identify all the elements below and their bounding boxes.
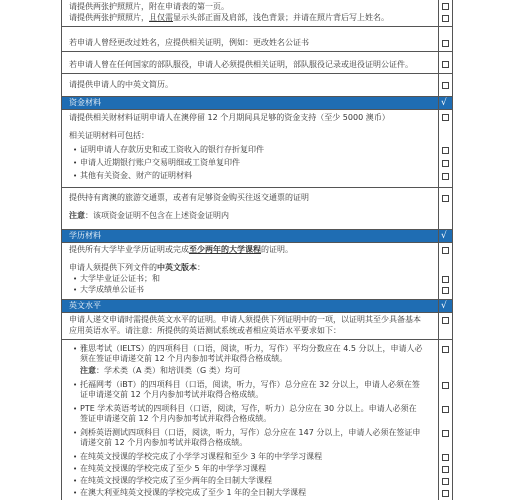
row-text: 若申请人曾经更改过姓名，应提供相关证明，例如：更改姓名公证书 — [69, 38, 309, 47]
checkbox-icon[interactable] — [442, 346, 449, 353]
checkbox-icon[interactable] — [442, 454, 449, 461]
section-header-funds — [62, 97, 452, 110]
section-header-english — [62, 300, 452, 313]
table-row — [62, 27, 452, 52]
table-row — [62, 313, 452, 340]
checkbox-icon[interactable] — [442, 466, 449, 473]
row-text: 应用英语水平。请注意：所提供的英语测试系统或者相应英语水平要求如下： — [69, 326, 341, 335]
checkbox-cell — [438, 52, 452, 73]
bullet-icon: • — [73, 172, 78, 180]
checkbox-icon[interactable] — [442, 173, 449, 180]
row-text: 在澳大利亚纯英文授课的学校完成了至少 1 年的全日制大学课程 — [80, 488, 307, 497]
bullet-icon: • — [73, 489, 78, 497]
checkbox-icon[interactable] — [442, 3, 449, 10]
bullet-icon: • — [73, 345, 78, 353]
row-text: 请提供两张护照照片，且仅需显示头部正面及肩部，浅色背景；并请在照片背后写上姓名。 — [69, 13, 389, 22]
check-cell — [438, 97, 452, 109]
check-cell — [438, 300, 452, 312]
row-text: 大学毕业证公证书；和 — [80, 274, 160, 283]
row-text: 申请人须提供下列文件的中英文版本： — [69, 263, 205, 272]
checkbox-icon[interactable] — [442, 490, 449, 497]
row-text: 证明申请人存款历史和或工资收入的银行存折复印件 — [80, 145, 264, 154]
checkbox-icon[interactable] — [442, 247, 449, 254]
checkbox-icon[interactable] — [442, 160, 449, 167]
checkbox-icon[interactable] — [442, 82, 449, 89]
row-text: 证申请递交前 12 个月内参加考试并取得合格成绩。 — [80, 390, 264, 399]
row-text: 在纯英文授课的学校完成了小学学习课程和至少 3 年的中学学习课程 — [80, 452, 323, 461]
row-text: 雅思考试（IELTS）的四项科目（口语，阅读，听力，写作）平均分数应在 4.5 分以上，申请人必 — [80, 344, 423, 353]
table-row — [62, 188, 452, 230]
bullet-icon: • — [73, 477, 78, 485]
table-row — [62, 0, 452, 27]
checkbox-cell — [438, 188, 452, 229]
checkbox-cell — [438, 340, 452, 500]
row-text: 注意：学术类（A 类）和培训类（G 类）均可 — [80, 366, 241, 375]
table-row — [62, 243, 452, 300]
table-row — [62, 340, 452, 500]
checkbox-icon[interactable] — [442, 114, 449, 121]
checkbox-icon[interactable] — [442, 147, 449, 154]
checkbox-icon[interactable] — [442, 40, 449, 47]
checkbox-icon[interactable] — [442, 317, 449, 324]
table-row — [62, 110, 452, 188]
checkbox-cell — [438, 27, 452, 51]
row-text: 签证申请递交前 12 个月内参加考试并取得合格成绩。 — [80, 414, 272, 423]
row-text: 申请人近期银行账户交易明细或工资单复印件 — [80, 158, 240, 167]
row-text: 申请人递交申请时需提供英文水平的证明。申请人须提供下列证明中的一项，以证明其至少具备基本 — [69, 315, 421, 324]
section-title: 英文水平 — [69, 301, 101, 310]
check-icon: √ — [441, 301, 447, 311]
bullet-icon: • — [73, 159, 78, 167]
row-text: 须在签证申请递交前 12 个月内参加考试并取得合格成绩。 — [80, 354, 288, 363]
section-title: 资金材料 — [69, 98, 101, 107]
checkbox-icon[interactable] — [442, 478, 449, 485]
table-row — [62, 74, 452, 97]
row-text: 请提供相关财材料证明申请人在澳停留 12 个月期间具足够的资金支持（至少 5000 澳币） — [69, 113, 390, 122]
bullet-icon: • — [73, 381, 78, 389]
row-text: 请提供两张护照照片，附在申请表的第一页。 — [69, 2, 229, 11]
checkbox-icon[interactable] — [442, 287, 449, 294]
checkbox-cell — [438, 110, 452, 187]
checkbox-icon[interactable] — [442, 195, 449, 202]
bullet-icon: • — [73, 405, 78, 413]
table-row — [62, 52, 452, 74]
checkbox-cell — [438, 313, 452, 339]
row-text: 在纯英文授课的学校完成了至少两年的全日制大学课程 — [80, 476, 272, 485]
row-text: 若申请人曾在任何国家的部队服役，申请人必须提供相关证明，部队服役记录或退役证明公证件。 — [69, 60, 413, 69]
bullet-icon: • — [73, 429, 78, 437]
row-text: 大学成绩单公证书 — [80, 285, 144, 294]
row-text: 剑桥英语测试四项科目（口语，阅读，听力，写作）总分应在 147 分以上，申请人必须在签证申 — [80, 428, 421, 437]
checklist-table — [61, 0, 453, 500]
section-title: 学历材料 — [69, 231, 101, 240]
checkbox-icon[interactable] — [442, 430, 449, 437]
checkbox-icon[interactable] — [442, 276, 449, 283]
bullet-icon: • — [73, 146, 78, 154]
checkbox-icon[interactable] — [442, 382, 449, 389]
check-cell — [438, 230, 452, 242]
row-text: 在纯英文授课的学校完成了至少 5 年的中学学习课程 — [80, 464, 267, 473]
row-text: 请递交前 12 个月内参加考试并取得合格成绩。 — [80, 438, 248, 447]
bullet-icon: • — [73, 286, 78, 294]
checkbox-cell — [438, 0, 452, 26]
row-text: 注意：该项资金证明不包含在上述资金证明内 — [69, 211, 229, 220]
checkbox-icon[interactable] — [442, 61, 449, 68]
row-text: 提供持有离澳的旅游交通票，或者有足够资金购买往返交通票的证明 — [69, 193, 309, 202]
bullet-icon: • — [73, 275, 78, 283]
check-icon: √ — [441, 98, 447, 108]
row-text: PTE 学术英语考试的四项科目（口语，阅读，写作，听力）总分应在 30 分以上。申请人必须在 — [80, 404, 417, 413]
row-text: 相关证明材料可包括： — [69, 131, 149, 140]
bullet-icon: • — [73, 465, 78, 473]
row-text: 提供所有大学毕业学历证明或完成至少两年的大学课程的证明。 — [69, 245, 293, 254]
row-text: 托福网考（iBT）的四项科目（口语，阅读，听力，写作）总分应在 32 分以上，申请人必须在签 — [80, 380, 420, 389]
row-text: 请提供申请人的中英文简历。 — [69, 80, 173, 89]
checkbox-cell — [438, 74, 452, 96]
section-header-education — [62, 230, 452, 243]
row-text: 其他有关资金、财产的证明材料 — [80, 171, 192, 180]
bullet-icon: • — [73, 453, 78, 461]
checkbox-cell — [438, 243, 452, 299]
checkbox-icon[interactable] — [442, 406, 449, 413]
checkbox-icon[interactable] — [442, 15, 449, 22]
check-icon: √ — [441, 231, 447, 241]
